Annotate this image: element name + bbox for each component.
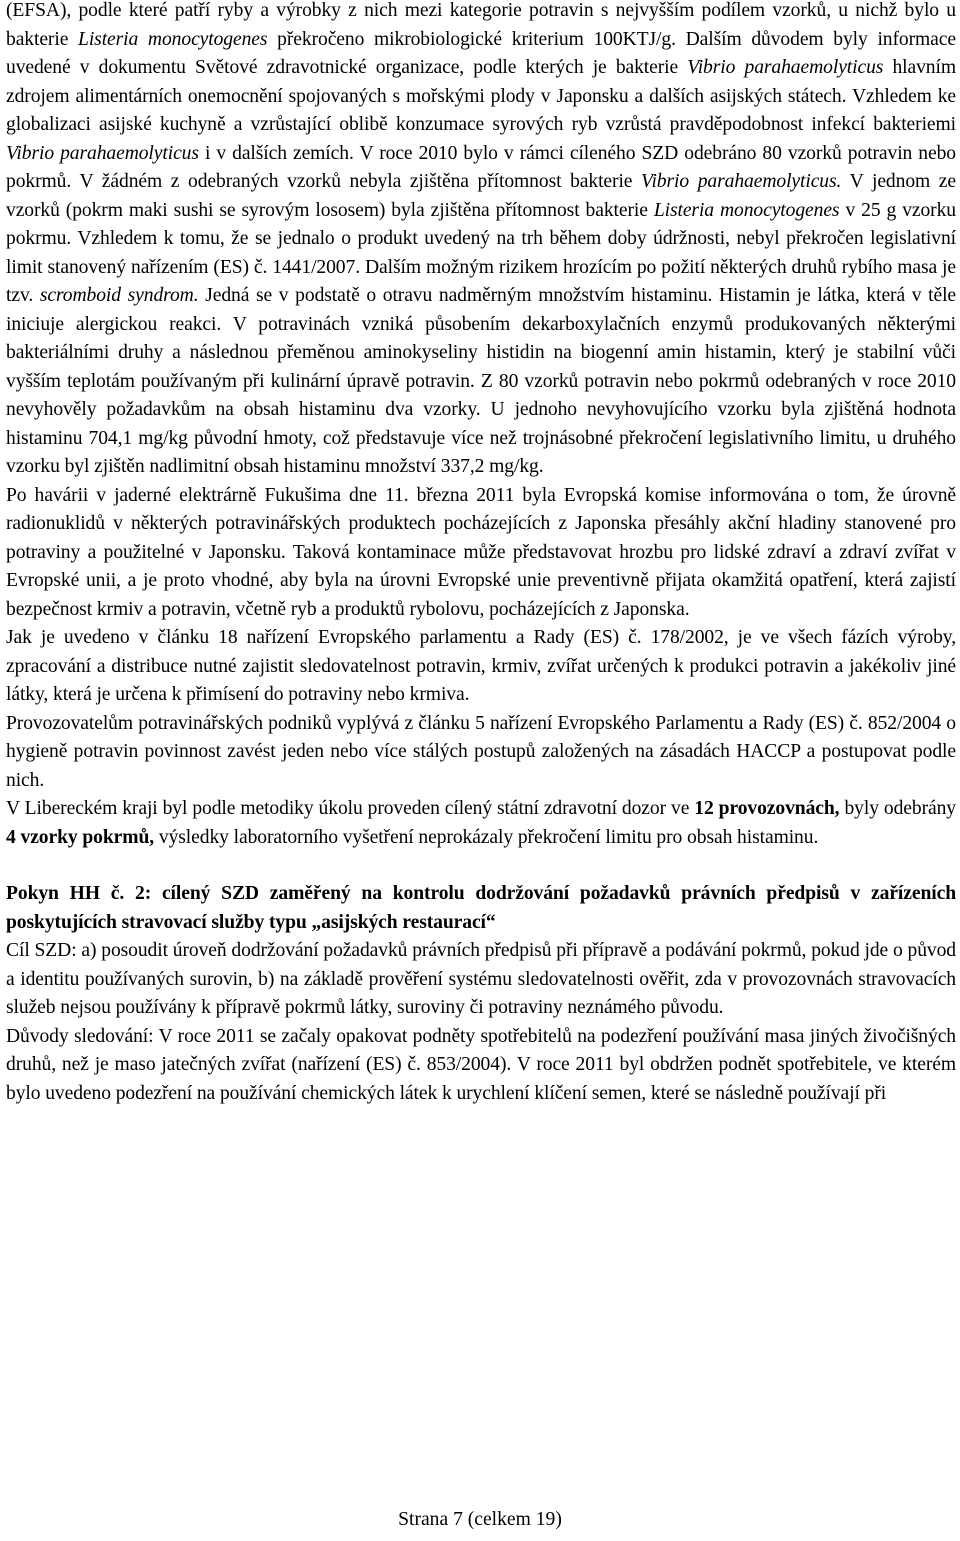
text-run: byly odebrány bbox=[839, 798, 956, 819]
text-run: Vibrio parahaemolyticus. bbox=[641, 171, 842, 192]
text-run: 4 vzorky pokrmů, bbox=[6, 826, 155, 848]
page-number-label: Strana 7 (celkem 19) bbox=[398, 1509, 562, 1530]
paragraph-haccp bbox=[6, 710, 956, 796]
text-run: hlavním zdrojem alimentárních onemocnění spojovaných s mořskými plody v Japonsku a dalších asijských státech. Vzhledem ke globalizaci asijské kuchyně a vzrůstající oblibě konzumace syrových ryb vzrůstá pravděpodobnost infekcí bakteriemi bbox=[6, 57, 956, 135]
paragraph-liberec-results bbox=[6, 795, 956, 852]
text-run: výsledky laboratorního vyšetření neprokázaly překročení limitu pro obsah histaminu. bbox=[154, 826, 819, 848]
paragraph-monitoring-reasons bbox=[6, 1023, 956, 1109]
text-run: Po havárii v jaderné elektrárně Fukušima dne 11. března 2011 byla Evropská komise informována o tom, že úrovně radionuklidů v některých potravinářských produktech pocházejících z Japonska přesáhly akční hladiny stanovené pro potraviny a použitelné v Japonsku. Taková kontaminace může představovat hrozbu pro lidské zdraví a zdraví zvířat v Evropské unii, a je proto vhodné, aby byla na úrovni Evropské unie preventivně přijata okamžitá opatření, která zajistí bezpečnost krmiv a potravin, včetně ryb a produktů rybolovu, pocházejících z Japonska. bbox=[6, 484, 956, 620]
text-run: Pokyn HH č. 2: cílený SZD zaměřený na kontrolu dodržování požadavků právních předpisů v zařízeních poskytujících stravovací služby typu „asijských restaurací“ bbox=[6, 883, 956, 933]
section-heading-pokyn-hh-2 bbox=[6, 880, 956, 937]
paragraph-efsa-vibrio-histamine bbox=[6, 0, 956, 482]
text-run: i v dalších zemích. V roce 2010 bylo v rámci cíleného SZD odebráno 80 vzorků potravin nebo pokrmů. V žádném z odebraných vzorků nebyla zjištěna přítomnost bakterie bbox=[6, 142, 956, 192]
text-run: 12 provozovnách, bbox=[694, 798, 840, 819]
text-run: Jedná se v podstatě o otravu nadměrným množstvím histaminu. Histamin je látka, která v těle iniciuje alergickou reakci. V potravinách vzniká působením dekarboxylačních enzymů produkovaných některými bakteriálními druhy a následnou přeměnou aminokyseliny histidin na biogenní amin histamin, který je stabilní vůči vyšším teplotám používaným při kulinární úpravě potravin. Z 80 vzorků potravin nebo pokrmů odebraných v roce 2010 nevyhověly požadavkům na obsah histaminu dva vzorky. U jednoho nevyhovujícího vzorku byla zjištěná hodnota histaminu 704,1 mg/kg původní hmoty, což představuje více než trojnásobné překročení legislativního limitu, u druhého vzorku byl zjištěn nadlimitní obsah histaminu množství 337,2 mg/kg. bbox=[6, 285, 957, 477]
text-run: Listeria monocytogenes bbox=[653, 199, 840, 221]
text-run: překročeno mikrobiologické kriterium 100KTJ/g. Dalším důvodem byly informace uvedené v dokumentu Světové zdravotnické organizace, podle kterých je bakterie bbox=[6, 28, 956, 78]
document-body bbox=[6, 0, 956, 1108]
text-run: (EFSA), podle které patří ryby a výrobky z nich mezi kategorie potravin s nejvyšším podílem vzorků, u nichž bylo u bakterie bbox=[6, 0, 956, 50]
paragraph-article-18 bbox=[6, 624, 956, 710]
paragraph-szd-goal bbox=[6, 937, 956, 1023]
text-run: V Libereckém kraji byl podle metodiky úkolu proveden cílený státní zdravotní dozor ve bbox=[6, 798, 695, 819]
text-run: Vibrio parahaemolyticus bbox=[6, 142, 199, 164]
paragraph-fukushima bbox=[6, 482, 956, 625]
text-run: Důvody sledování: V roce 2011 se začaly opakovat podněty spotřebitelů na podezření používání masa jiných živočišných druhů, než je maso jatečných zvířat (nařízení (ES) č. 853/2004). V roce 2011 byl obdržen podnět spotřebitele, ve kterém bylo uvedeno podezření na používání chemických látek k urychlení klíčení semen, které se následně používají při bbox=[6, 1025, 956, 1104]
text-run: v 25 g vzorku pokrmu. Vzhledem k tomu, že se jednalo o produkt uvedený na trh během doby údržnosti, nebyl překročen legislativní limit stanovený nařízením (ES) č. 1441/2007. Dalším možným rizikem hrozícím po požití některých druhů rybího masa je tzv. bbox=[6, 199, 956, 306]
text-run: scromboid syndrom. bbox=[39, 285, 199, 306]
text-run: Jak je uvedeno v článku 18 nařízení Evropského parlamentu a Rady (ES) č. 178/2002, je ve všech fázích výroby, zpracování a distribuce nutné zajistit sledovatelnost potravin, krmiv, zvířat určených k produkci potravin a jakékoliv jiné látky, která je určena k přimísení do potraviny nebo krmiva. bbox=[6, 627, 956, 705]
text-run: Provozovatelům potravinářských podniků vyplývá z článku 5 nařízení Evropského Parlamentu a Rady (ES) č. 852/2004 o hygieně potravin povinnost zavést jeden nebo více stálých postupů založených na zásadách HACCP a postupovat podle nich. bbox=[6, 712, 956, 791]
text-run: Vibrio parahaemolyticus bbox=[687, 57, 884, 78]
page-footer bbox=[0, 1508, 960, 1532]
text-run: Listeria monocytogenes bbox=[78, 28, 268, 50]
text-run: V jednom ze vzorků (pokrm maki sushi se syrovým lososem) byla zjištěna přítomnost bakterie bbox=[6, 171, 956, 221]
text-run: Cíl SZD: a) posoudit úroveň dodržování požadavků právních předpisů při přípravě a podávání pokrmů, pokud jde o původ a identitu používaných surovin, b) na základě prověření systému sledovatelnosti ověřit, zda v provozovnách stravovacích služeb nejsou používány k přípravě pokrmů látky, suroviny či potraviny neznámého původu. bbox=[6, 940, 956, 1018]
